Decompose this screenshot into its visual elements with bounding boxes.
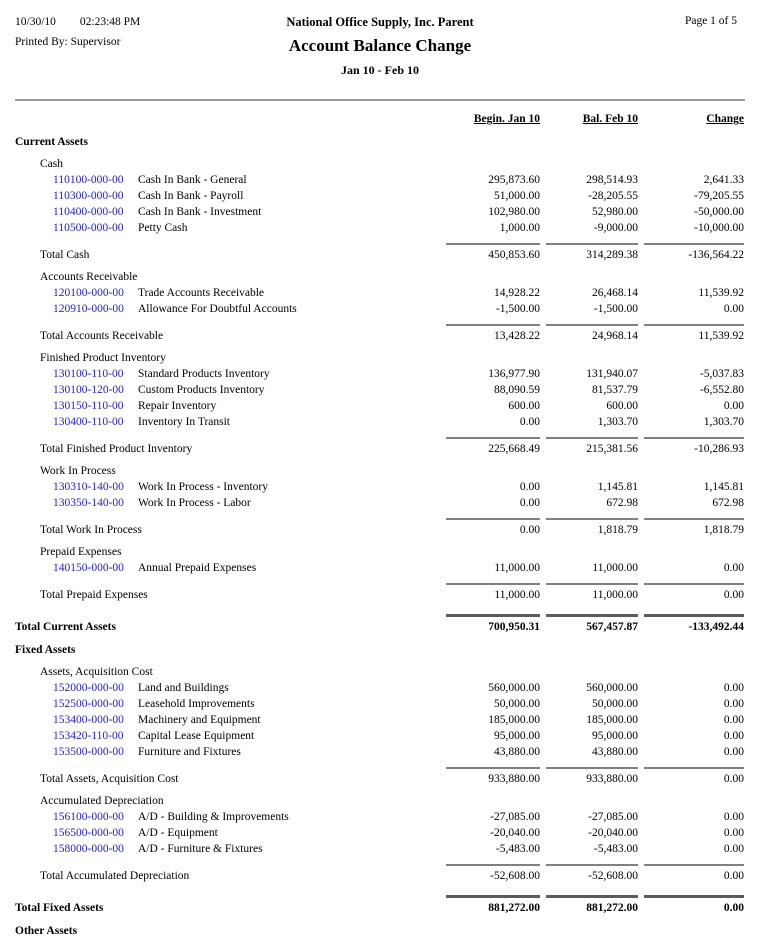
account-code-link[interactable]: 152000-000-00 xyxy=(53,682,124,694)
account-row xyxy=(15,840,750,856)
row-label-area xyxy=(15,643,750,657)
change-value-cell: 0.00 xyxy=(723,746,744,758)
account-code-link[interactable]: 140150-000-00 xyxy=(53,562,124,574)
account-code-link[interactable]: 110400-000-00 xyxy=(53,206,124,218)
row-label: Accumulated Depreciation xyxy=(40,795,164,807)
account-row xyxy=(15,203,750,219)
balance-value-cell: 131,940.07 xyxy=(586,368,638,380)
balance-value-cell: -1,500.00 xyxy=(593,303,638,315)
account-row xyxy=(15,171,750,187)
row-label-area xyxy=(15,924,750,938)
account-code-link[interactable]: 130350-140-00 xyxy=(53,497,124,509)
row-label-area xyxy=(15,729,440,743)
column-header-change: Change xyxy=(706,113,744,125)
section-row xyxy=(15,641,750,657)
group-row xyxy=(15,792,750,808)
change-value-cell: 2,641.33 xyxy=(703,174,744,186)
row-label-area xyxy=(15,826,440,840)
print-date: 10/30/10 xyxy=(15,16,56,28)
account-name: Cash In Bank - General xyxy=(138,174,247,186)
account-name: Work In Process - Inventory xyxy=(138,481,269,493)
balance-value-cell: 298,514.93 xyxy=(586,174,638,186)
account-code-link[interactable]: 153500-000-00 xyxy=(53,746,124,758)
balance-value-cell: -52,608.00 xyxy=(546,864,638,883)
row-label-area xyxy=(15,415,440,429)
change-value-cell: 0.00 xyxy=(723,827,744,839)
account-code-link[interactable]: 156100-000-00 xyxy=(53,811,124,823)
row-label-area xyxy=(15,713,440,727)
account-code-link[interactable]: 156500-000-00 xyxy=(53,827,124,839)
account-name: Leasehold Improvements xyxy=(138,698,255,710)
report-header xyxy=(0,0,760,100)
begin-value-cell: 14,928.22 xyxy=(494,287,540,299)
row-label: Total Cash xyxy=(40,249,90,261)
row-label-area xyxy=(15,286,440,300)
balance-value-cell: 1,818.79 xyxy=(546,518,638,537)
account-row xyxy=(15,413,750,429)
row-label-area xyxy=(15,248,440,262)
account-code-link[interactable]: 110300-000-00 xyxy=(53,190,124,202)
report-period: Jan 10 - Feb 10 xyxy=(341,63,419,77)
row-label: Total Work In Process xyxy=(40,524,142,536)
balance-value-cell: 933,880.00 xyxy=(546,767,638,786)
row-label-area xyxy=(15,329,440,343)
row-label-area xyxy=(15,221,440,235)
column-header-begin: Begin. Jan 10 xyxy=(473,113,540,125)
begin-value-cell: 295,873.60 xyxy=(488,174,540,186)
begin-value-cell: 95,000.00 xyxy=(494,730,540,742)
section-row xyxy=(15,922,750,938)
balance-value-cell: 215,381.56 xyxy=(546,437,638,456)
row-label: Finished Product Inventory xyxy=(40,352,166,364)
row-label: Work In Process xyxy=(40,465,116,477)
begin-value-cell: 0.00 xyxy=(519,416,540,428)
change-value-cell: 0.00 xyxy=(644,767,744,786)
row-label-area xyxy=(15,383,440,397)
account-row xyxy=(15,695,750,711)
change-value-cell: 1,818.79 xyxy=(644,518,744,537)
account-code-link[interactable]: 120100-000-00 xyxy=(53,287,124,299)
account-name: A/D - Building & Improvements xyxy=(138,811,289,823)
begin-value-cell: 0.00 xyxy=(519,481,540,493)
balance-value-cell: 567,457.87 xyxy=(546,614,638,634)
row-label: Current Assets xyxy=(15,136,88,148)
row-label: Prepaid Expenses xyxy=(40,546,122,558)
balance-value-cell: 185,000.00 xyxy=(586,714,638,726)
account-code-link[interactable]: 120910-000-00 xyxy=(53,303,124,315)
change-value-cell: -50,000.00 xyxy=(694,206,744,218)
row-label: Total Fixed Assets xyxy=(15,902,104,914)
account-name: A/D - Equipment xyxy=(138,827,218,839)
section-total-row xyxy=(15,893,750,915)
row-label: Total Finished Product Inventory xyxy=(40,443,193,455)
account-name: Cash In Bank - Investment xyxy=(138,206,262,218)
account-name: Custom Products Inventory xyxy=(138,384,265,396)
account-code-link[interactable]: 152500-000-00 xyxy=(53,698,124,710)
group-row xyxy=(15,462,750,478)
account-row xyxy=(15,559,750,575)
account-row xyxy=(15,365,750,381)
row-label-area xyxy=(15,205,440,219)
balance-value-cell: 11,000.00 xyxy=(592,562,638,574)
row-label-area xyxy=(15,270,750,284)
account-code-link[interactable]: 130100-110-00 xyxy=(53,368,124,380)
balance-value-cell: 81,537.79 xyxy=(592,384,638,396)
change-value-cell: -6,552.80 xyxy=(699,384,744,396)
change-value-cell: 0.00 xyxy=(723,698,744,710)
change-value-cell: 0.00 xyxy=(723,730,744,742)
account-name: Machinery and Equipment xyxy=(138,714,261,726)
account-row xyxy=(15,219,750,235)
group-row xyxy=(15,663,750,679)
row-label: Assets, Acquisition Cost xyxy=(40,666,153,678)
begin-value-cell: 881,272.00 xyxy=(446,895,540,915)
change-value-cell: 1,145.81 xyxy=(703,481,744,493)
begin-value-cell: 11,000.00 xyxy=(446,583,540,602)
row-label: Other Assets xyxy=(15,925,78,937)
account-name: Work In Process - Labor xyxy=(138,497,251,509)
account-row xyxy=(15,711,750,727)
account-code-link[interactable]: 153400-000-00 xyxy=(53,714,124,726)
change-value-cell: 1,303.70 xyxy=(703,416,744,428)
group-row xyxy=(15,155,750,171)
account-code-link[interactable]: 130100-120-00 xyxy=(53,384,124,396)
row-label-area xyxy=(15,620,440,634)
balance-value-cell: 672.98 xyxy=(606,497,638,509)
change-value-cell: 0.00 xyxy=(723,811,744,823)
begin-value-cell: 0.00 xyxy=(446,518,540,537)
account-name: Annual Prepaid Expenses xyxy=(138,562,257,574)
row-label-area xyxy=(15,772,440,786)
report-rows xyxy=(15,133,750,938)
row-label-area xyxy=(15,157,750,171)
row-label-area xyxy=(15,523,440,537)
account-code-link[interactable]: 110500-000-00 xyxy=(53,222,124,234)
begin-value-cell: 185,000.00 xyxy=(488,714,540,726)
account-row xyxy=(15,679,750,695)
row-label: Accounts Receivable xyxy=(40,271,138,283)
print-time: 02:23:48 PM xyxy=(79,16,141,28)
account-row xyxy=(15,824,750,840)
balance-value-cell: -28,205.55 xyxy=(588,190,638,202)
row-label-area xyxy=(15,901,440,915)
begin-value-cell: 225,668.49 xyxy=(446,437,540,456)
row-label: Total Assets, Acquisition Cost xyxy=(40,773,179,785)
change-value-cell: 0.00 xyxy=(644,895,744,915)
group-row xyxy=(15,543,750,559)
report-title: Account Balance Change xyxy=(288,36,472,55)
row-label-area xyxy=(15,464,750,478)
change-value-cell: 11,539.92 xyxy=(698,287,744,299)
total-row xyxy=(15,862,750,883)
begin-value-cell: 560,000.00 xyxy=(488,682,540,694)
begin-value-cell: -5,483.00 xyxy=(495,843,540,855)
begin-value-cell: 450,853.60 xyxy=(446,243,540,262)
total-row xyxy=(15,435,750,456)
row-label-area xyxy=(15,842,440,856)
begin-value-cell: -27,085.00 xyxy=(490,811,540,823)
total-row xyxy=(15,516,750,537)
account-code-link[interactable]: 130400-110-00 xyxy=(53,416,124,428)
row-label-area xyxy=(15,351,750,365)
row-label-area xyxy=(15,496,440,510)
change-value-cell: 0.00 xyxy=(723,400,744,412)
account-row xyxy=(15,284,750,300)
begin-value-cell: 0.00 xyxy=(519,497,540,509)
account-row xyxy=(15,808,750,824)
change-value-cell: 0.00 xyxy=(644,583,744,602)
begin-value-cell: 1,000.00 xyxy=(499,222,540,234)
balance-value-cell: -5,483.00 xyxy=(593,843,638,855)
row-label-area xyxy=(15,588,440,602)
begin-value-cell: 600.00 xyxy=(508,400,540,412)
balance-value-cell: 314,289.38 xyxy=(546,243,638,262)
account-name: Allowance For Doubtful Accounts xyxy=(138,303,297,315)
total-row xyxy=(15,322,750,343)
row-label-area xyxy=(15,367,440,381)
account-name: Inventory In Transit xyxy=(138,416,230,428)
row-label-area xyxy=(15,697,440,711)
balance-value-cell: 1,145.81 xyxy=(597,481,638,493)
total-row xyxy=(15,581,750,602)
row-label: Fixed Assets xyxy=(15,644,76,656)
balance-value-cell: 50,000.00 xyxy=(592,698,638,710)
account-row xyxy=(15,300,750,316)
balance-value-cell: -20,040.00 xyxy=(588,827,638,839)
balance-value-cell: 11,000.00 xyxy=(546,583,638,602)
change-value-cell: -136,564.22 xyxy=(644,243,744,262)
account-name: Capital Lease Equipment xyxy=(138,730,255,742)
account-code-link[interactable]: 110100-000-00 xyxy=(53,174,124,186)
begin-value-cell: 88,090.59 xyxy=(494,384,540,396)
row-label: Total Prepaid Expenses xyxy=(40,589,148,601)
change-value-cell: -10,000.00 xyxy=(694,222,744,234)
row-label: Cash xyxy=(40,158,63,170)
change-value-cell: 0.00 xyxy=(723,714,744,726)
begin-value-cell: 102,980.00 xyxy=(488,206,540,218)
begin-value-cell: 11,000.00 xyxy=(494,562,540,574)
change-value-cell: 0.00 xyxy=(723,562,744,574)
change-value-cell: 0.00 xyxy=(723,682,744,694)
printed-by: Printed By: Supervisor xyxy=(15,36,121,48)
row-label-area xyxy=(15,794,750,808)
balance-value-cell: 52,980.00 xyxy=(592,206,638,218)
company-name: National Office Supply, Inc. Parent xyxy=(286,15,474,29)
balance-value-cell: 600.00 xyxy=(606,400,638,412)
account-name: Standard Products Inventory xyxy=(138,368,270,380)
account-name: A/D - Furniture & Fixtures xyxy=(138,843,263,855)
total-row xyxy=(15,241,750,262)
balance-value-cell: 1,303.70 xyxy=(597,416,638,428)
report-body xyxy=(15,110,750,938)
row-label-area xyxy=(15,665,750,679)
row-label-area xyxy=(15,545,750,559)
row-label-area xyxy=(15,189,440,203)
account-row xyxy=(15,381,750,397)
group-row xyxy=(15,349,750,365)
row-label-area xyxy=(15,173,440,187)
balance-value-cell: 43,880.00 xyxy=(592,746,638,758)
balance-value-cell: 95,000.00 xyxy=(592,730,638,742)
row-label-area xyxy=(15,869,440,883)
account-name: Furniture and Fixtures xyxy=(138,746,241,758)
account-name: Repair Inventory xyxy=(138,400,217,412)
balance-value-cell: 26,468.14 xyxy=(592,287,638,299)
account-row xyxy=(15,187,750,203)
row-label: Total Current Assets xyxy=(15,621,116,633)
row-label-area xyxy=(15,302,440,316)
header-rule xyxy=(15,99,745,101)
change-value-cell: 0.00 xyxy=(644,864,744,883)
change-value-cell: -133,492.44 xyxy=(644,614,744,634)
row-label-area xyxy=(15,399,440,413)
account-code-link[interactable]: 130150-110-00 xyxy=(53,400,124,412)
begin-value-cell: 50,000.00 xyxy=(494,698,540,710)
change-value-cell: -10,286.93 xyxy=(644,437,744,456)
group-row xyxy=(15,268,750,284)
page-number: Page 1 of 5 xyxy=(684,15,737,27)
balance-value-cell: 24,968.14 xyxy=(546,324,638,343)
change-value-cell: 0.00 xyxy=(723,843,744,855)
begin-value-cell: -1,500.00 xyxy=(495,303,540,315)
begin-value-cell: 933,880.00 xyxy=(446,767,540,786)
begin-value-cell: 51,000.00 xyxy=(494,190,540,202)
begin-value-cell: 700,950.31 xyxy=(446,614,540,634)
total-row xyxy=(15,765,750,786)
column-header-balance: Bal. Feb 10 xyxy=(582,113,638,125)
row-label-area xyxy=(15,442,440,456)
change-value-cell: -79,205.55 xyxy=(694,190,744,202)
row-label: Total Accounts Receivable xyxy=(40,330,164,342)
row-label-area xyxy=(15,745,440,759)
change-value-cell: -5,037.83 xyxy=(699,368,744,380)
account-code-link[interactable]: 130310-140-00 xyxy=(53,481,124,493)
account-name: Land and Buildings xyxy=(138,682,229,694)
row-label-area xyxy=(15,135,750,149)
begin-value-cell: 136,977.90 xyxy=(488,368,540,380)
account-code-link[interactable]: 153420-110-00 xyxy=(53,730,124,742)
balance-value-cell: -9,000.00 xyxy=(593,222,638,234)
account-row xyxy=(15,494,750,510)
account-name: Trade Accounts Receivable xyxy=(138,287,265,299)
account-row xyxy=(15,478,750,494)
account-row xyxy=(15,743,750,759)
row-label: Total Accumulated Depreciation xyxy=(40,870,190,882)
row-label-area xyxy=(15,681,440,695)
begin-value-cell: -52,608.00 xyxy=(446,864,540,883)
change-value-cell: 672.98 xyxy=(712,497,744,509)
account-name: Petty Cash xyxy=(138,222,188,234)
row-label-area xyxy=(15,480,440,494)
balance-value-cell: 560,000.00 xyxy=(586,682,638,694)
balance-value-cell: -27,085.00 xyxy=(588,811,638,823)
section-total-row xyxy=(15,612,750,634)
begin-value-cell: 13,428.22 xyxy=(446,324,540,343)
section-row xyxy=(15,133,750,149)
account-row xyxy=(15,397,750,413)
begin-value-cell: 43,880.00 xyxy=(494,746,540,758)
column-header-row xyxy=(15,110,750,126)
balance-value-cell: 881,272.00 xyxy=(546,895,638,915)
account-row xyxy=(15,727,750,743)
account-name: Cash In Bank - Payroll xyxy=(138,190,244,202)
row-label-area xyxy=(15,810,440,824)
account-code-link[interactable]: 158000-000-00 xyxy=(53,843,124,855)
row-label-area xyxy=(15,561,440,575)
change-value-cell: 0.00 xyxy=(723,303,744,315)
change-value-cell: 11,539.92 xyxy=(644,324,744,343)
begin-value-cell: -20,040.00 xyxy=(490,827,540,839)
